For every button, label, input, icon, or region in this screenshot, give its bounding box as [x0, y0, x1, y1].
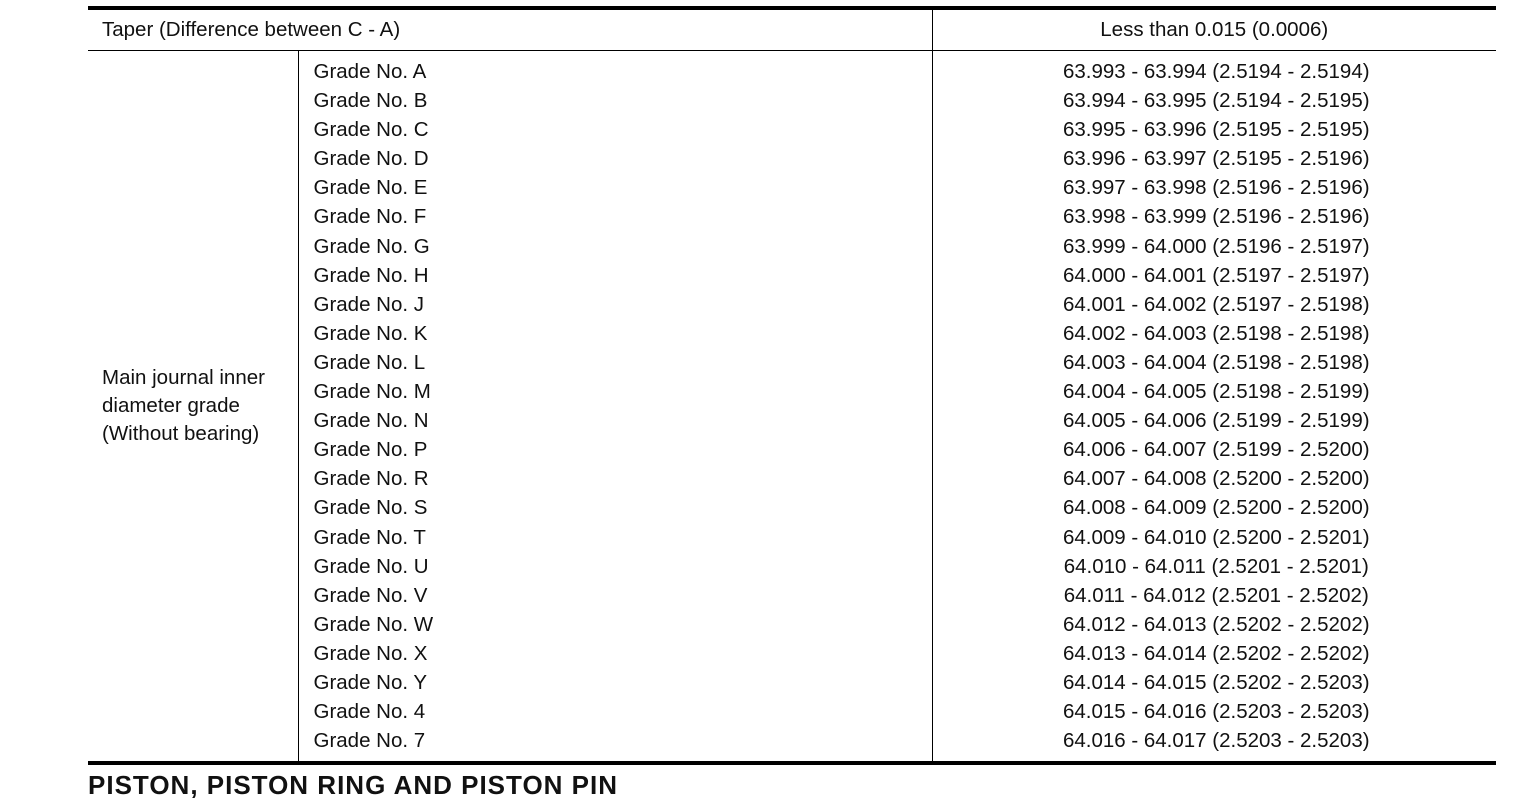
grade-label: Grade No. A — [313, 60, 427, 83]
grade-label: Grade No. D — [313, 147, 429, 171]
next-section-heading: PISTON, PISTON RING AND PISTON PIN — [88, 770, 619, 800]
grade-label: Grade No. Y — [313, 670, 428, 694]
spec-table — [88, 6, 1496, 765]
grade-value: 64.003 - 64.004 (2.5198 - 2.5198) — [1062, 350, 1370, 374]
grade-label: Grade No. V — [313, 583, 428, 607]
grade-label: Grade No. B — [313, 89, 428, 113]
grade-label: Grade No. C — [313, 118, 429, 142]
grade-value: 63.996 - 63.997 (2.5195 - 2.5196) — [1062, 147, 1370, 171]
main-journal-label — [88, 51, 298, 764]
taper-label: Taper (Difference between C - A) — [88, 8, 932, 51]
grade-value: 63.993 - 63.994 (2.5194 - 2.5194) — [1062, 60, 1370, 83]
grade-value: 63.994 - 63.995 (2.5194 - 2.5195) — [1062, 89, 1370, 113]
grade-label: Grade No. T — [313, 525, 426, 549]
grade-value: 63.997 - 63.998 (2.5196 - 2.5196) — [1062, 176, 1370, 200]
grade-label: Grade No. 7 — [313, 729, 426, 753]
grade-value: 64.014 - 64.015 (2.5202 - 2.5203) — [1062, 670, 1370, 694]
grade-label: Grade No. F — [313, 205, 427, 229]
grade-value: 64.016 - 64.017 (2.5203 - 2.5203) — [1062, 729, 1370, 753]
grade-label: Grade No. H — [313, 263, 429, 287]
main-journal-label-line: Main journal inner — [102, 366, 265, 390]
grade-label: Grade No. X — [313, 641, 428, 665]
grade-value: 64.015 - 64.016 (2.5203 - 2.5203) — [1062, 700, 1370, 724]
grade-value: 64.001 - 64.002 (2.5197 - 2.5198) — [1062, 292, 1370, 316]
main-journal-label-line: (Without bearing) — [102, 422, 260, 446]
grade-label: Grade No. N — [313, 409, 429, 433]
grade-label: Grade No. K — [313, 321, 428, 345]
grade-value: 63.999 - 64.000 (2.5196 - 2.5197) — [1062, 234, 1370, 258]
grade-label: Grade No. U — [313, 554, 429, 578]
grade-value: 64.013 - 64.014 (2.5202 - 2.5202) — [1062, 641, 1370, 665]
grade-value: 64.012 - 64.013 (2.5202 - 2.5202) — [1062, 612, 1370, 636]
grade-value: 63.998 - 63.999 (2.5196 - 2.5196) — [1062, 205, 1370, 229]
grade-value: 64.009 - 64.010 (2.5200 - 2.5201) — [1062, 525, 1370, 549]
grade-list — [298, 51, 932, 764]
grade-label: Grade No. M — [313, 380, 431, 404]
main-journal-label-line: diameter grade — [102, 394, 240, 418]
grade-label: Grade No. 4 — [313, 700, 426, 724]
grade-label: Grade No. P — [313, 438, 428, 462]
grade-value-list — [932, 51, 1496, 764]
grade-label: Grade No. R — [313, 467, 429, 491]
grade-value: 64.002 - 64.003 (2.5198 - 2.5198) — [1062, 321, 1370, 345]
grade-value: 64.008 - 64.009 (2.5200 - 2.5200) — [1062, 496, 1370, 520]
grade-label: Grade No. G — [313, 234, 430, 258]
grade-label: Grade No. L — [313, 350, 426, 374]
grade-value: 64.006 - 64.007 (2.5199 - 2.5200) — [1062, 438, 1370, 462]
grade-label: Grade No. S — [313, 496, 428, 520]
taper-row — [88, 8, 1496, 51]
grade-label: Grade No. W — [313, 612, 434, 636]
grade-value: 64.000 - 64.001 (2.5197 - 2.5197) — [1062, 263, 1370, 287]
main-journal-row — [88, 51, 1496, 764]
grade-label: Grade No. E — [313, 176, 428, 200]
taper-value: Less than 0.015 (0.0006) — [932, 8, 1496, 51]
grade-value: 64.005 - 64.006 (2.5199 - 2.5199) — [1062, 409, 1370, 433]
grade-value: 63.995 - 63.996 (2.5195 - 2.5195) — [1062, 118, 1370, 142]
grade-value: 64.004 - 64.005 (2.5198 - 2.5199) — [1062, 380, 1370, 404]
grade-label: Grade No. J — [313, 292, 425, 316]
grade-value: 64.007 - 64.008 (2.5200 - 2.5200) — [1062, 467, 1370, 491]
grade-value: 64.010 - 64.011 (2.5201 - 2.5201) — [1063, 554, 1369, 578]
grade-value: 64.011 - 64.012 (2.5201 - 2.5202) — [1063, 583, 1369, 607]
